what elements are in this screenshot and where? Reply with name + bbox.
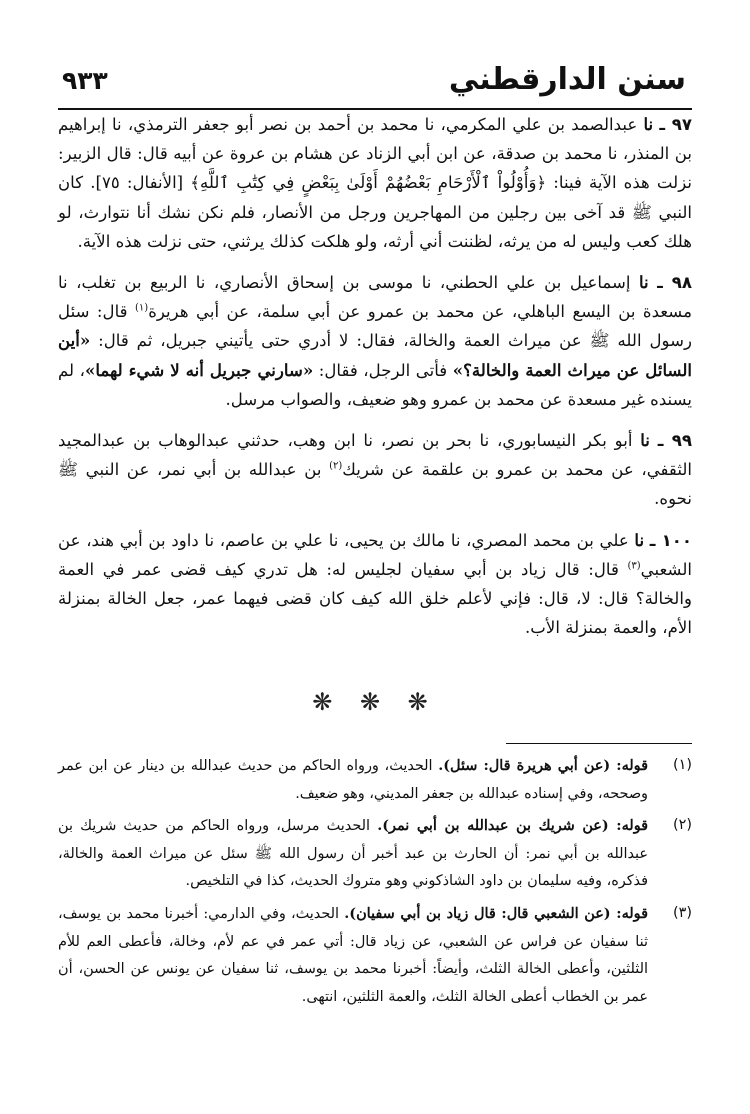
footnote-rule [506,743,692,744]
footnote-1 [58,752,692,808]
footnote-text: الحديث، ورواه الحاكم من حديث عبدالله بن دينار عن ابن عمر وصححه، وفي إسناده عبدالله بن جعفر المديني، وهو ضعيف. [58,758,648,802]
hadith-98 [58,268,692,414]
hadith-quote: «أين السائل عن ميراث العمة والخالة؟» [58,330,693,380]
narration-lead: نا [638,272,649,293]
footnote-ref[interactable]: (٢) [329,460,343,472]
main-text [58,110,692,654]
footnote-body [58,812,648,896]
footnote-label: قوله: (عن الشعبي قال: قال زياد بن أبي سفيان). [344,904,648,922]
narration-lead: نا [640,430,650,451]
hadith-text: قال: سئل رسول الله ﷺ عن ميراث العمة والخالة، فقال: لا أدري حتى يأتيني جبريل، ثم قال: [58,302,692,351]
footnote-body [58,900,648,1011]
footnote-ref[interactable]: (١) [135,302,149,314]
hadith-text: إسماعيل بن علي الحطني، نا موسى بن إسحاق الأنصاري، نا الربيع بن تغلب، نا مسعدة بن اليسع الباهلي، عن محمد بن عمرو عن أبي سلمة، عن أبي هريرة [58,273,692,322]
narration-lead: نا [643,114,654,134]
footnotes [58,752,692,1015]
book-title: سنن الدارقطني [448,62,686,97]
hadith-text: عبدالصمد بن علي المكرمي، نا محمد بن أحمد بن نصر أبو جعفر الترمذي، نا إبراهيم بن المنذر، نا محمد بن صدقة، عن ابن أبي الزناد عن هشام بن عروة عن أبيه قال: قال الزبير: نزلت هذه الآية فينا: ﴿وَأُوْلُواْ ٱلْأَرْحَامِ بَعْضُهُمْ أَوْلَىٰ بِبَعْضٍ فِي كِتَٰبِ ٱللَّهِ﴾ [الأنفال: ٧٥]. كان النبي ﷺ قد آخى بين رجلين من المهاجرين ورجل من الأنصار، فلم نكن نشك أنا نتوارث، لو هلك كعب وليس له من يرثه، لظننت أني أرثه، ولو هلكت كذلك يرثني، حتى نزلت هذه الآية. [58,115,692,251]
footnote-ref[interactable]: (٣) [627,560,641,572]
hadith-number: ٩٧ ـ [659,115,693,134]
page-number: ٩٣٣ [62,66,108,95]
footnote-text: الحديث مرسل، ورواه الحاكم من حديث شريك بن عبدالله بن أبي نمر: أن الحارث بن عبد أخبر أن رسول الله ﷺ سئل عن ميراث العمة والخالة، فذكره، وفيه سليمان بن داود الشاذكوني وهو متروك الحديث، كذا في التلخيص. [58,818,648,890]
footnote-text: الحديث، وفي الدارمي: أخبرنا محمد بن يوسف، ثنا سفيان عن فراس عن الشعبي، عن زياد قال: أتي عمر في عم لأم، وخالة، فأعطى العم للأم الثلثين، وأعطى الخالة الثلث، وأيضاً: أخبرنا محمد بن يوسف، ثنا سفيان عن يونس عن الحسن، أن عمر بن الخطاب أعطى الخالة الثلث، والعمة الثلثين، انتهى. [58,905,648,1005]
hadith-text: أبو بكر النيسابوري، نا بحر بن نصر، نا ابن وهب، حدثني عبدالوهاب بن عبدالمجيد الثقفي، عن محمد بن عمرو بن علقمة عن شريك [58,431,693,480]
hadith-text: قال: قال زياد بن أبي سفيان لجليس له: هل تدري كيف قضى عمر في العمة والخالة؟ قال: لا، قال: فإني لأعلم خلق الله كيف كان قضى فيهما عمر، جعل الخالة بمنزلة الأم، والعمة بمنزلة الأب. [58,559,692,638]
hadith-number: ١٠٠ ـ [649,530,692,550]
hadith-text: علي بن محمد المصري، نا مالك بن يحيى، نا علي بن عاصم، نا داود بن أبي هند، عن الشعبي [58,530,692,579]
footnote-label: قوله: (عن أبي هريرة قال: سئل). [438,757,648,774]
page-header [58,60,692,104]
footnote-3 [58,900,692,1011]
footnote-2 [58,812,692,896]
section-ornament: ❋ ❋ ❋ [312,688,438,716]
hadith-number: ٩٩ ـ [657,431,692,451]
hadith-97 [58,110,692,256]
hadith-text: فأتى الرجل، فقال: [313,360,453,380]
footnote-label: قوله: (عن شريك بن عبدالله بن أبي نمر). [377,817,649,835]
hadith-text: بن عبدالله بن أبي نمر، عن النبي ﷺ نحوه. [58,460,692,509]
footnote-marker: (١) [673,757,692,773]
hadith-number: ٩٨ ـ [657,273,692,293]
footnote-body [58,752,648,808]
hadith-text: ، لم يسنده غير مسعدة عن محمد بن عمرو وهو ضعيف، والصواب مرسل. [58,360,692,409]
hadith-quote: «سارني جبريل أنه لا شيء لهما» [84,359,314,380]
hadith-100 [58,526,692,643]
hadith-99 [58,426,692,514]
narration-lead: نا [634,529,645,550]
footnote-marker: (٣) [673,904,692,921]
footnote-marker: (٢) [673,817,692,834]
